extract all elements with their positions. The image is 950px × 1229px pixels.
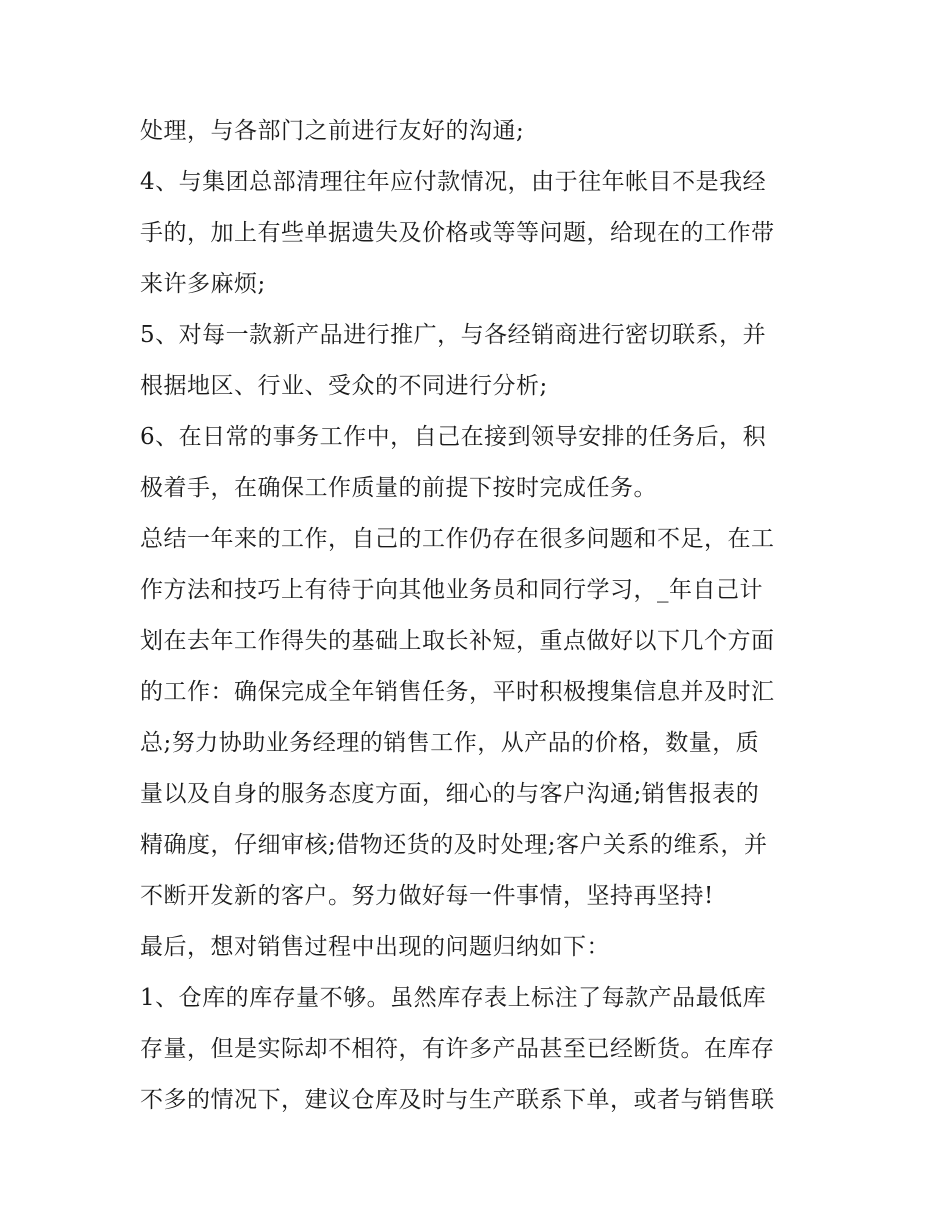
text-line: 划在去年工作得失的基础上取长补短，重点做好以下几个方面 (140, 628, 775, 654)
text-line: 极着手，在确保工作质量的前提下按时完成任务。 (140, 475, 657, 501)
text-line: 手的，加上有些单据遗失及价格或等等问题，给现在的工作带 (140, 220, 775, 246)
text-line: 存量，但是实际却不相符，有许多产品甚至已经断货。在库存 (140, 1036, 775, 1062)
text-line: 最后，想对销售过程中出现的问题归纳如下： (140, 934, 610, 960)
text-line: 处理，与各部门之前进行友好的沟通; (140, 118, 525, 144)
text-line: 作方法和技巧上有待于向其他业务员和同行学习，_年自己计 (140, 577, 763, 603)
text-line: 总;努力协助业务经理的销售工作，从产品的价格，数量，质 (140, 730, 760, 756)
document-body (140, 106, 830, 1126)
text-line: 的工作：确保完成全年销售任务，平时积极搜集信息并及时汇 (140, 679, 775, 705)
text-line: 6、在日常的事务工作中，自己在接到领导安排的任务后，积 (140, 424, 767, 450)
text-line: 量以及自身的服务态度方面，细心的与客户沟通;销售报表的 (140, 781, 760, 807)
text-line: 根据地区、行业、受众的不同进行分析; (140, 373, 548, 399)
text-line: 不断开发新的客户。努力做好每一件事情，坚持再坚持! (140, 883, 714, 909)
text-line: 1、仓库的库存量不够。虽然库存表上标注了每款产品最低库 (140, 985, 767, 1011)
text-line: 4、与集团总部清理往年应付款情况，由于往年帐目不是我经 (140, 169, 767, 195)
text-line: 来许多麻烦; (140, 271, 266, 297)
text-line: 不多的情况下，建议仓库及时与生产联系下单，或者与销售联 (140, 1087, 775, 1113)
text-line: 5、对每一款新产品进行推广，与各经销商进行密切联系，并 (140, 322, 767, 348)
text-line: 总结一年来的工作，自己的工作仍存在很多问题和不足，在工 (140, 526, 775, 552)
text-line: 精确度，仔细审核;借物还货的及时处理;客户关系的维系，并 (140, 832, 768, 858)
